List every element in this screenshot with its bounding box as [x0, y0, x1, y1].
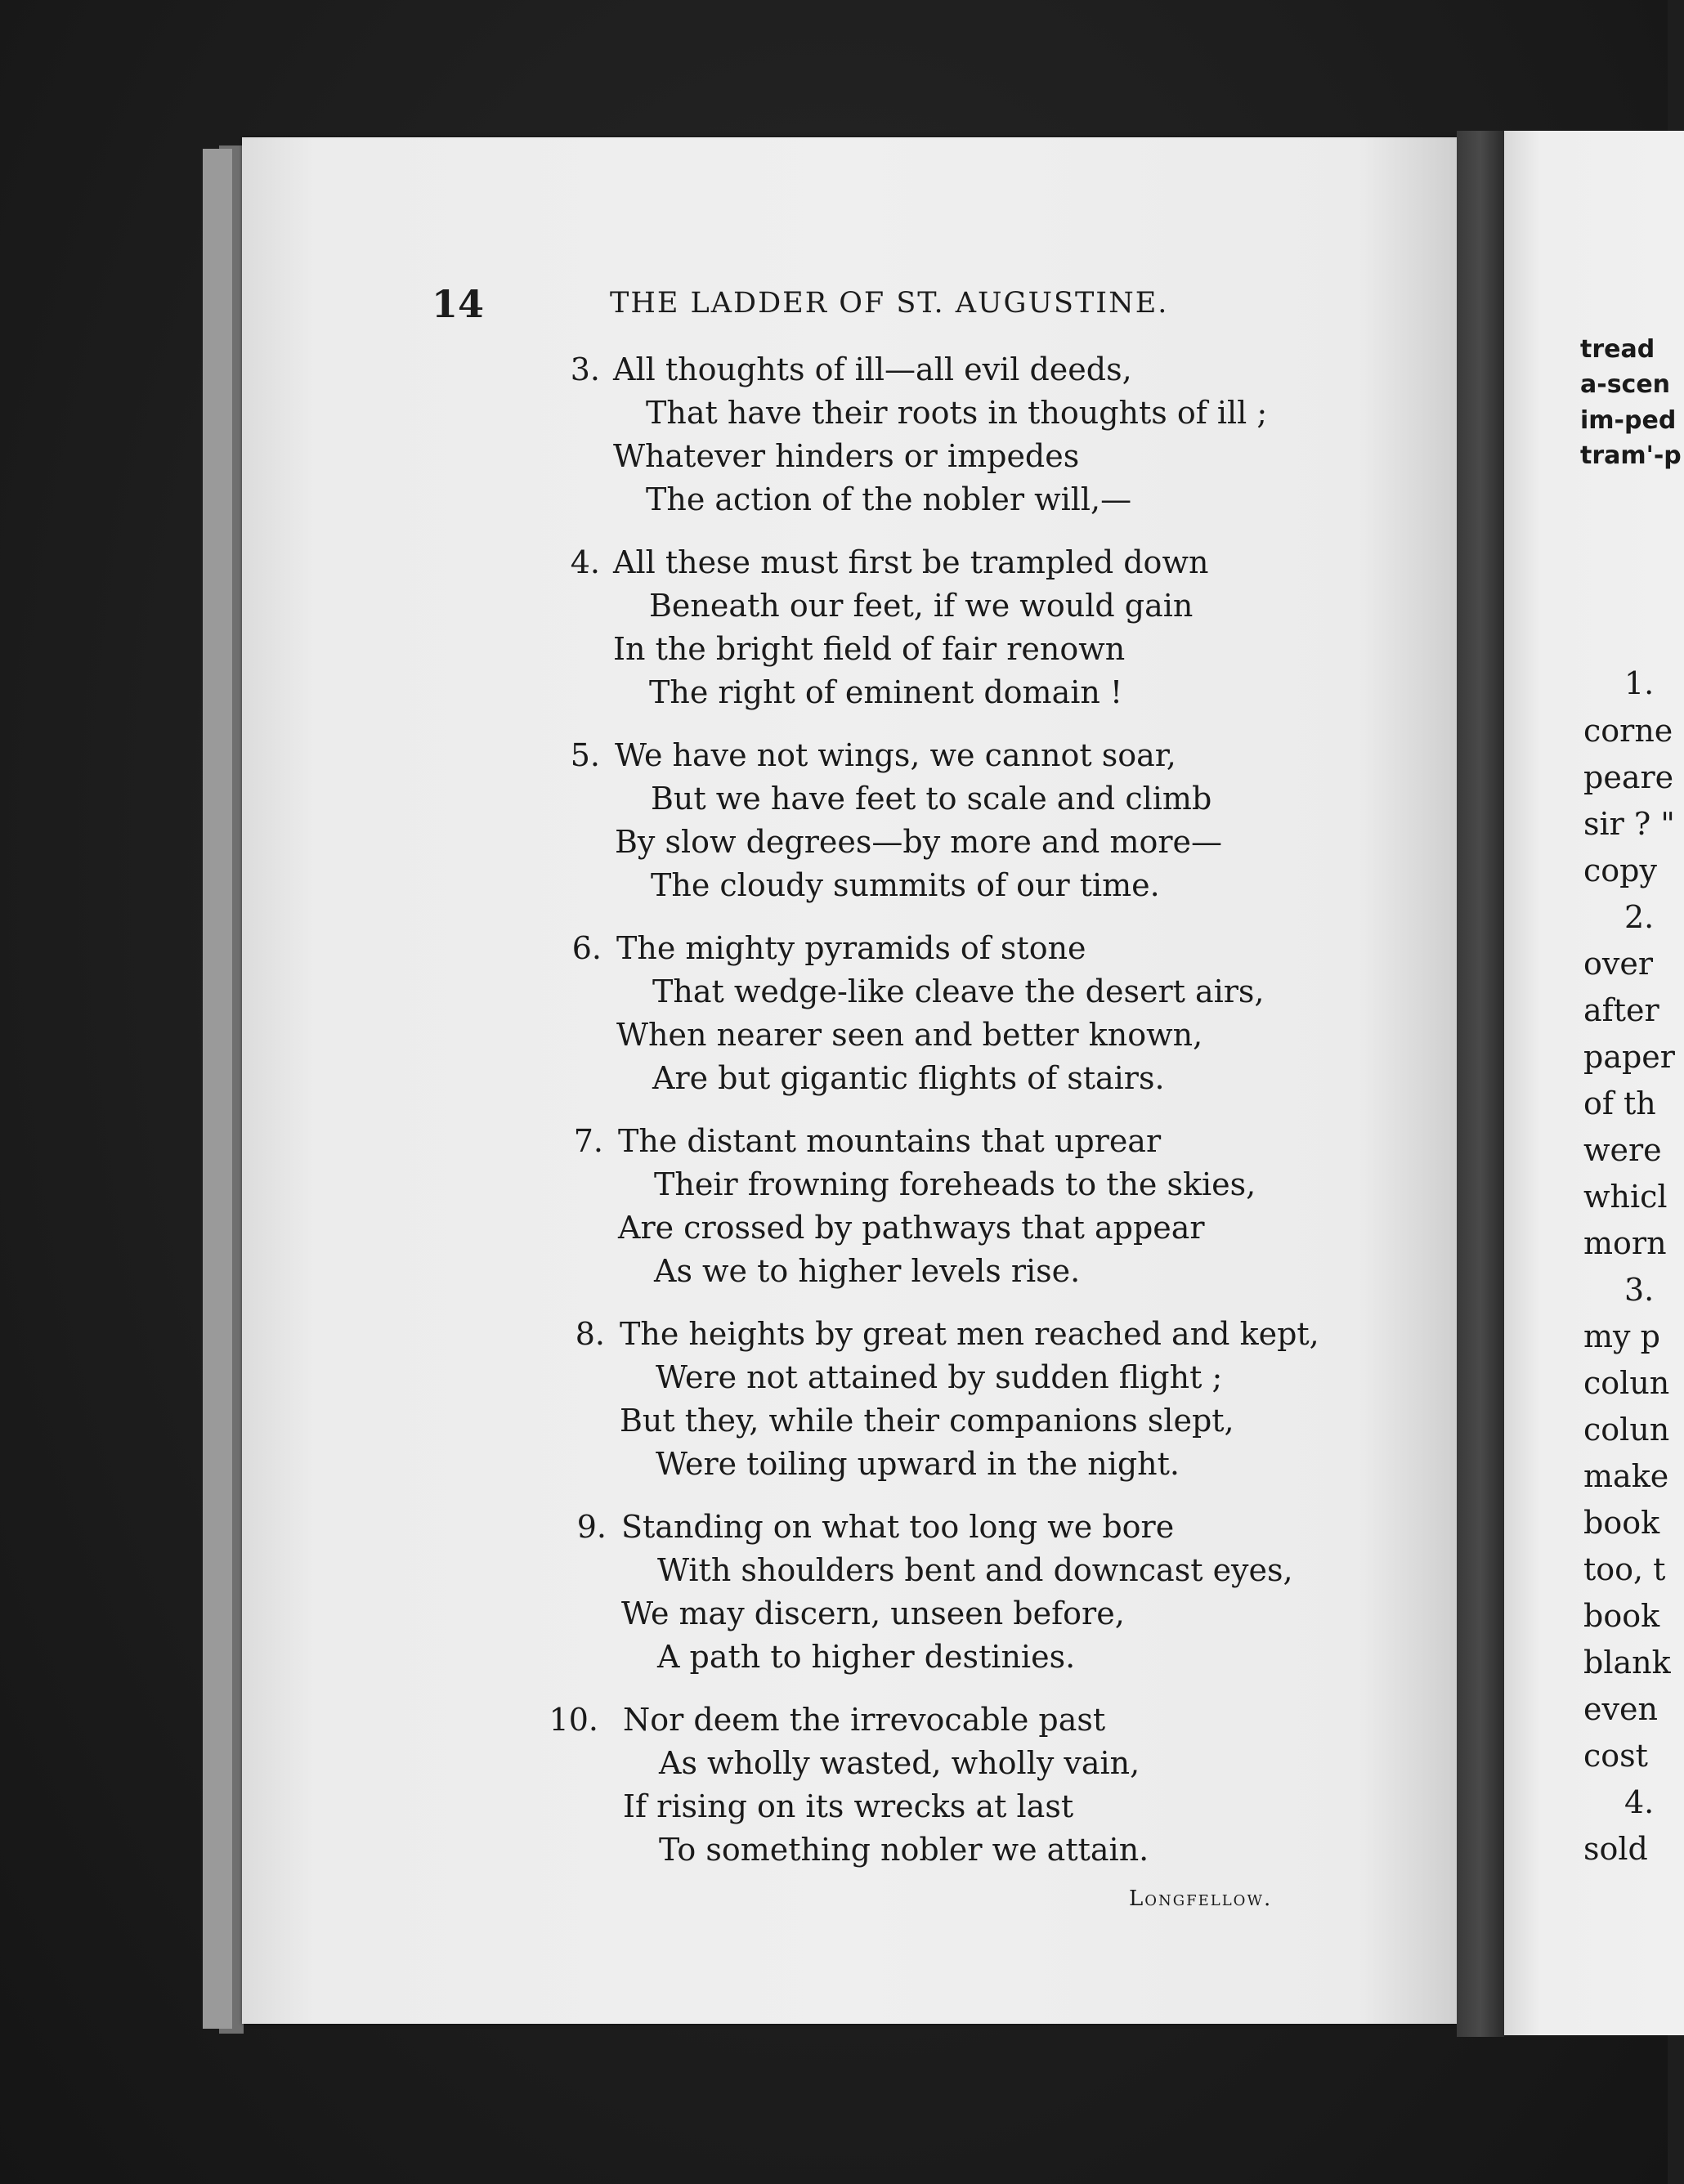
stanza-number: 7. — [573, 1123, 603, 1159]
verse-line: That have their roots in thoughts of ill ; — [646, 395, 1268, 431]
page-edge — [203, 149, 232, 2029]
text-fragment: 1. — [1624, 665, 1655, 701]
verse-line: We have not wings, we cannot soar, — [615, 737, 1176, 773]
verse-line: With shoulders bent and downcast eyes, — [657, 1552, 1293, 1588]
stanza-number: 3. — [570, 351, 600, 387]
verse-line: All thoughts of ill—all evil deeds, — [613, 351, 1132, 387]
verse-line: As wholly wasted, wholly vain, — [659, 1745, 1140, 1781]
verse-line: Are but gigantic flights of stairs. — [652, 1060, 1165, 1096]
stanza-number: 8. — [575, 1316, 605, 1352]
verse-line: By slow degrees—by more and more— — [615, 824, 1223, 860]
verse-line: We may discern, unseen before, — [621, 1595, 1125, 1631]
verse-line: But we have feet to scale and climb — [651, 781, 1212, 817]
verse-line: The heights by great men reached and kept, — [620, 1316, 1319, 1352]
verse-line: The right of eminent domain ! — [649, 674, 1123, 710]
text-fragment: book — [1583, 1505, 1660, 1541]
verse-line: Were toiling upward in the night. — [656, 1446, 1180, 1482]
stanza-number: 5. — [570, 737, 600, 773]
stanza-number: 6. — [571, 930, 602, 966]
verse-line: Beneath our feet, if we would gain — [649, 588, 1194, 624]
verse-line: Whatever hinders or impedes — [613, 438, 1080, 474]
vocab-word: im-ped — [1580, 406, 1677, 435]
text-fragment: make — [1583, 1458, 1669, 1494]
verse-line: The mighty pyramids of stone — [616, 930, 1086, 966]
page-number: 14 — [432, 282, 485, 326]
vocab-word: a-scen — [1580, 370, 1671, 399]
text-fragment: over — [1583, 946, 1653, 982]
text-fragment: my p — [1583, 1318, 1660, 1354]
text-fragment: paper — [1583, 1039, 1675, 1075]
stanza-number: 9. — [576, 1509, 607, 1545]
text-fragment: sold — [1583, 1831, 1648, 1867]
verse-line: As we to higher levels rise. — [654, 1253, 1081, 1289]
verse-line: Were not attained by sudden flight ; — [656, 1359, 1223, 1395]
text-fragment: colun — [1583, 1412, 1670, 1448]
text-fragment: peare — [1583, 759, 1674, 795]
text-fragment: book — [1583, 1598, 1660, 1634]
book-gutter — [1457, 131, 1504, 2037]
verse-line: When nearer seen and better known, — [616, 1017, 1203, 1053]
verse-line: Are crossed by pathways that appear — [618, 1210, 1205, 1246]
text-fragment: too, t — [1583, 1551, 1666, 1587]
stanza-number: 10. — [549, 1702, 598, 1738]
text-fragment: cost — [1583, 1738, 1648, 1774]
verse-line: A path to higher destinies. — [657, 1639, 1076, 1675]
left-page — [242, 137, 1457, 2024]
text-fragment: were — [1583, 1132, 1662, 1168]
verse-line: To something nobler we attain. — [659, 1832, 1149, 1868]
verse-line: Standing on what too long we bore — [621, 1509, 1175, 1545]
verse-line: But they, while their companions slept, — [620, 1403, 1234, 1439]
text-fragment: corne — [1583, 713, 1673, 749]
verse-line: Nor deem the irrevocable past — [623, 1702, 1106, 1738]
text-fragment: 2. — [1624, 899, 1655, 935]
verse-line: In the bright field of fair renown — [613, 631, 1126, 667]
verse-line: The cloudy summits of our time. — [651, 867, 1160, 903]
attribution: Longfellow. — [1129, 1886, 1273, 1911]
text-fragment: 3. — [1624, 1272, 1655, 1308]
verse-line: That wedge-like cleave the desert airs, — [652, 973, 1265, 1009]
text-fragment: of th — [1583, 1085, 1656, 1121]
text-fragment: blank — [1583, 1645, 1671, 1681]
text-fragment: sir ? " — [1583, 806, 1675, 842]
verse-line: The distant mountains that uprear — [618, 1123, 1162, 1159]
verse-line: If rising on its wrecks at last — [623, 1788, 1074, 1824]
text-fragment: whicl — [1583, 1179, 1668, 1215]
text-fragment: colun — [1583, 1365, 1670, 1401]
text-fragment: morn — [1583, 1225, 1667, 1261]
text-fragment: even — [1583, 1691, 1658, 1727]
running-title: THE LADDER OF ST. AUGUSTINE. — [610, 287, 1169, 320]
verse-line: Their frowning foreheads to the skies, — [654, 1166, 1256, 1202]
verse-line: The action of the nobler will,— — [646, 481, 1132, 517]
stanza-number: 4. — [570, 544, 600, 580]
text-fragment: 4. — [1624, 1784, 1655, 1820]
verse-line: All these must first be trampled down — [613, 544, 1209, 580]
text-fragment: copy — [1583, 853, 1657, 888]
vocab-word: tram'-p — [1580, 441, 1682, 470]
text-fragment: after — [1583, 992, 1659, 1028]
right-page — [1504, 131, 1684, 2035]
vocab-word: tread — [1580, 335, 1655, 364]
